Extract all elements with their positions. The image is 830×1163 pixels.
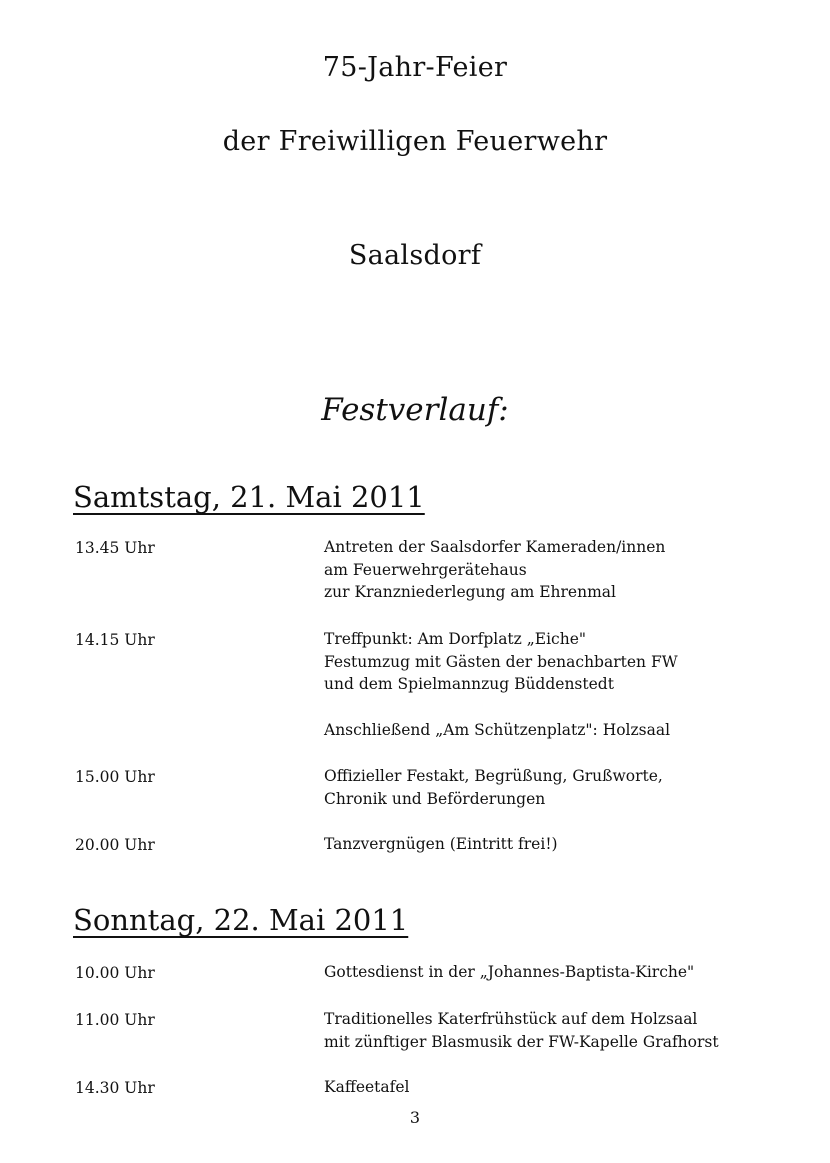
saturday-heading: Samtstag, 21. Mai 2011	[73, 480, 425, 514]
location-line: Saalsdorf	[348, 240, 482, 271]
event-description: Anschließend „Am Schützenplatz": Holzsaal	[324, 721, 671, 739]
event-time: 15.00 Uhr	[75, 768, 155, 786]
event-description: Kaffeetafel	[324, 1078, 410, 1096]
section-heading: Festverlauf:	[321, 392, 509, 428]
event-description: Treffpunkt: Am Dorfplatz „Eiche" Festumzug mit Gästen der benachbarten FW und dem Spielmannzug Büddenstedt	[324, 630, 678, 693]
event-description: Antreten der Saalsdorfer Kameraden/innen am Feuerwehrgerätehaus zur Kranzniederlegung am Ehrenmal	[324, 538, 666, 601]
event-description: Gottesdienst in der „Johannes-Baptista-Kirche"	[324, 963, 695, 981]
event-description: Offizieller Festakt, Begrüßung, Grußworte, Chronik und Beförderungen	[324, 767, 663, 808]
event-title: 75-Jahr-Feier	[322, 52, 508, 83]
organizer-line: der Freiwilligen Feuerwehr	[222, 126, 608, 157]
event-time: 20.00 Uhr	[75, 836, 155, 854]
page-number: 3	[409, 1108, 421, 1127]
event-time: 13.45 Uhr	[75, 539, 155, 557]
event-time: 14.30 Uhr	[75, 1079, 155, 1097]
event-time: 11.00 Uhr	[75, 1011, 155, 1029]
event-description: Tanzvergnügen (Eintritt frei!)	[324, 835, 558, 853]
sunday-heading: Sonntag, 22. Mai 2011	[73, 903, 409, 937]
event-time: 14.15 Uhr	[75, 631, 155, 649]
event-description: Traditionelles Katerfrühstück auf dem Holzsaal mit zünftiger Blasmusik der FW-Kapelle Grafhorst	[324, 1010, 719, 1051]
event-time: 10.00 Uhr	[75, 964, 155, 982]
